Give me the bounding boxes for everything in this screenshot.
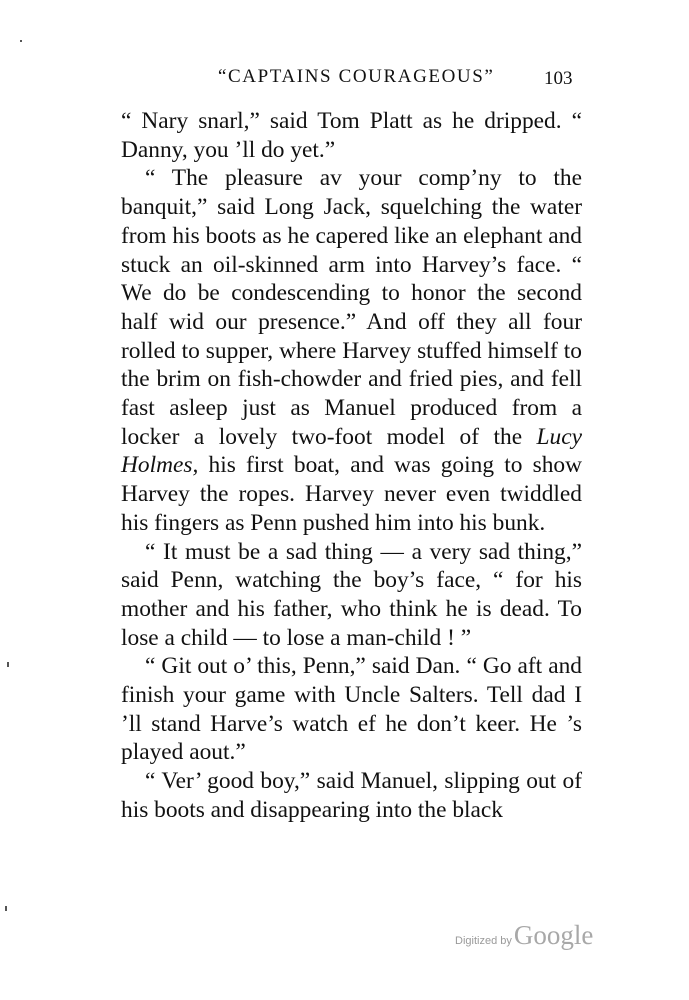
paragraph-text: “ The pleasure av your comp’ny to the banquit,” said Long Jack, squelching the water from his boots as he capered like an elephant and stuck an oil-skinned arm into Harvey’s face. “ We do be condescending to honor the second half wid our presence.” And off they all four rolled to supper, where Harvey stuffed himself to the brim on fish-chowder and fried pies, and fell fast asleep just as Manuel produced from a locker a lovely two-foot model of the (121, 165, 582, 450)
paragraph: “ Nary snarl,” said Tom Platt as he dripped. “ Danny, you ’ll do yet.” (121, 108, 582, 163)
running-head (0, 66, 689, 96)
watermark-prefix: Digitized by (455, 935, 512, 947)
paragraph-text: his first boat, and was going to show Harvey the ropes. Harvey never even twiddled his fingers as Penn pushed him into his bunk. (121, 452, 582, 536)
digitized-watermark (455, 920, 593, 951)
watermark-brand: Google (513, 920, 594, 950)
paragraph: “ Ver’ good boy,” said Manuel, slipping out of his boots and disappearing into the black (121, 768, 582, 823)
scan-speck (20, 40, 22, 42)
paragraph: “ It must be a sad thing — a very sad thing,” said Penn, watching the boy’s face, “ for his mother and his father, who think he is dead. To lose a child — to lose a man-child ! ” (121, 538, 582, 651)
scan-speck (7, 662, 9, 667)
scan-speck (5, 906, 7, 911)
running-title: “CAPTAINS COURAGEOUS” (218, 66, 495, 87)
paragraph: “ Git out o’ this, Penn,” said Dan. “ Go aft and finish your game with Uncle Salters. Tell dad I ’ll stand Harve’s watch ef he don’t keer. He ’s played aout.” (121, 653, 582, 766)
book-title: Lucy Holmes, (121, 423, 582, 479)
paragraph (121, 164, 582, 537)
page-number: 103 (544, 68, 573, 89)
body-text (121, 107, 582, 825)
